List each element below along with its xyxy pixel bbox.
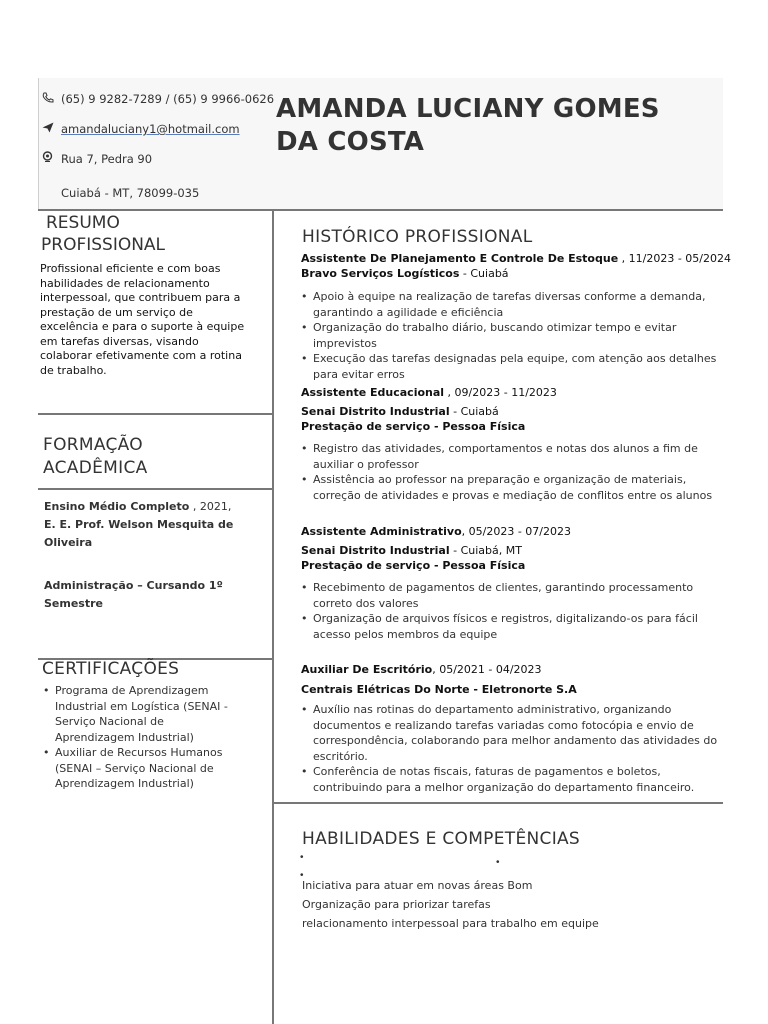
skills-bullet-marker: •: [300, 852, 304, 863]
history-title: HISTÓRICO PROFISSIONAL: [302, 227, 533, 247]
job-bullet: • Conferência de notas fiscais, faturas de pagamentos e boletos, contribuindo para a melhor organização do departamento financeiro.: [301, 764, 721, 795]
name-line2: DA COSTA: [276, 127, 425, 157]
job-entry-3: [301, 524, 721, 642]
job-bullets: [301, 289, 721, 382]
address-line2: Cuiabá - MT, 78099-035: [61, 186, 200, 200]
summary-title-line2: PROFISSIONAL: [41, 235, 166, 255]
skill-line: Organização para priorizar tarefas: [302, 898, 491, 911]
job-dates: , 09/2023 - 11/2023: [444, 386, 557, 399]
job-bullet: • Auxílio nas rotinas do departamento administrativo, organizando documentos e realizando tarefas variadas como fotocópia e envio de correspondência, colaborando para melhor andamento das atividades do escritório.: [301, 702, 721, 764]
job-bullet: • Organização de arquivos físicos e registros, digitalizando-os para fácil acesso pelos membros da equipe: [301, 611, 721, 642]
job-title: Assistente Educacional: [301, 386, 445, 399]
job-bullets: [301, 441, 721, 503]
left-divider-1: [38, 413, 272, 415]
education-item-2: Administração – Cursando 1º Semestre: [44, 579, 223, 610]
email-link[interactable]: amandaluciany1@hotmail.com: [61, 122, 240, 136]
job-title: Auxiliar De Escritório: [301, 663, 433, 676]
column-divider: [272, 209, 274, 1024]
job-company: Bravo Serviços Logísticos: [301, 267, 460, 280]
header-left-border: [38, 78, 39, 210]
job-company: Senai Distrito Industrial: [301, 405, 450, 418]
phone-icon: [42, 92, 56, 106]
education-year: , 2021,: [189, 500, 232, 513]
job-location: - Cuiabá: [459, 267, 509, 280]
education-title-line2: ACADÊMICA: [43, 458, 148, 478]
job-bullet: • Organização do trabalho diário, buscando otimizar tempo e evitar imprevistos: [301, 320, 721, 351]
education-item-1: [44, 498, 254, 552]
job-bullet: • Recebimento de pagamentos de clientes, garantindo processamento correto dos valores: [301, 580, 721, 611]
contact-phone: [42, 92, 274, 106]
education-school: E. E. Prof. Welson Mesquita de Oliveira: [44, 518, 234, 549]
skills-title: HABILIDADES E COMPETÊNCIAS: [302, 829, 581, 849]
job-bullets: [301, 702, 721, 795]
skill-line: Iniciativa para atuar em novas áreas Bom: [302, 879, 533, 892]
candidate-name: [276, 93, 660, 159]
job-entry-2: [301, 385, 721, 503]
left-divider-2: [38, 488, 272, 490]
job-bullet: • Execução das tarefas designadas pela equipe, com atenção aos detalhes para evitar erros: [301, 351, 721, 382]
summary-text: Profissional eficiente e com boas habilidades de relacionamento interpessoal, que contribuem para a prestação de um serviço de excelência e para o suporte à equipe em tarefas diversas, visando colaborar efetivamente com a rotina de trabalho.: [40, 262, 245, 377]
contact-email: [42, 122, 240, 136]
job-location: - Cuiabá: [449, 405, 499, 418]
name-line1: AMANDA LUCIANY GOMES: [276, 94, 660, 124]
certification-item: • Auxiliar de Recursos Humanos (SENAI – Serviço Nacional de Aprendizagem Industrial): [43, 745, 243, 792]
certifications-list: [43, 683, 243, 792]
location-pin-icon: [42, 151, 56, 166]
skills-bullet-marker: •: [496, 857, 500, 868]
job-contract: Prestação de serviço - Pessoa Física: [301, 559, 526, 572]
skill-line: relacionamento interpessoal para trabalho em equipe: [302, 917, 599, 930]
phone-text: (65) 9 9282-7289 / (65) 9 9966-0626: [61, 92, 275, 106]
job-dates: , 05/2023 - 07/2023: [461, 525, 572, 538]
job-entry-1: [301, 251, 732, 382]
job-entry-4: [301, 662, 721, 795]
job-company: Centrais Elétricas Do Norte - Eletronorte S.A: [301, 683, 577, 696]
job-contract: Prestação de serviço - Pessoa Física: [301, 420, 526, 433]
send-icon: [42, 122, 56, 136]
job-title: Assistente Administrativo: [301, 525, 462, 538]
job-bullet: • Assistência ao professor na preparação e organização de materiais, correção de atividades e provas e mediação de conflitos entre os alunos: [301, 472, 721, 503]
skills-bullet-marker: •: [300, 870, 304, 881]
header-divider: [38, 209, 723, 211]
right-divider-1: [274, 802, 723, 804]
education-title-line1: FORMAÇÃO: [43, 435, 143, 455]
certifications-title: CERTIFICAÇÕES: [42, 659, 180, 679]
contact-address: [42, 151, 152, 166]
job-dates: , 11/2023 - 05/2024: [618, 252, 732, 265]
job-title: Assistente De Planejamento E Controle De Estoque: [301, 252, 619, 265]
skills-list: [302, 876, 712, 933]
certification-item: • Programa de Aprendizagem Industrial em Logística (SENAI - Serviço Nacional de Aprendizagem Industrial): [43, 683, 243, 745]
summary-title: [41, 212, 165, 256]
education-course: Ensino Médio Completo: [44, 500, 190, 513]
job-company: Senai Distrito Industrial: [301, 544, 450, 557]
address-line1: Rua 7, Pedra 90: [61, 152, 153, 166]
education-title: [43, 434, 148, 480]
job-bullets: [301, 580, 721, 642]
summary-title-line1: RESUMO: [46, 213, 120, 233]
job-bullet: • Registro das atividades, comportamentos e notas dos alunos a fim de auxiliar o professor: [301, 441, 721, 472]
job-location: - Cuiabá, MT: [449, 544, 522, 557]
job-dates: , 05/2021 - 04/2023: [432, 663, 542, 676]
job-bullet: • Apoio à equipe na realização de tarefas diversas conforme a demanda, garantindo a agilidade e eficiência: [301, 289, 721, 320]
